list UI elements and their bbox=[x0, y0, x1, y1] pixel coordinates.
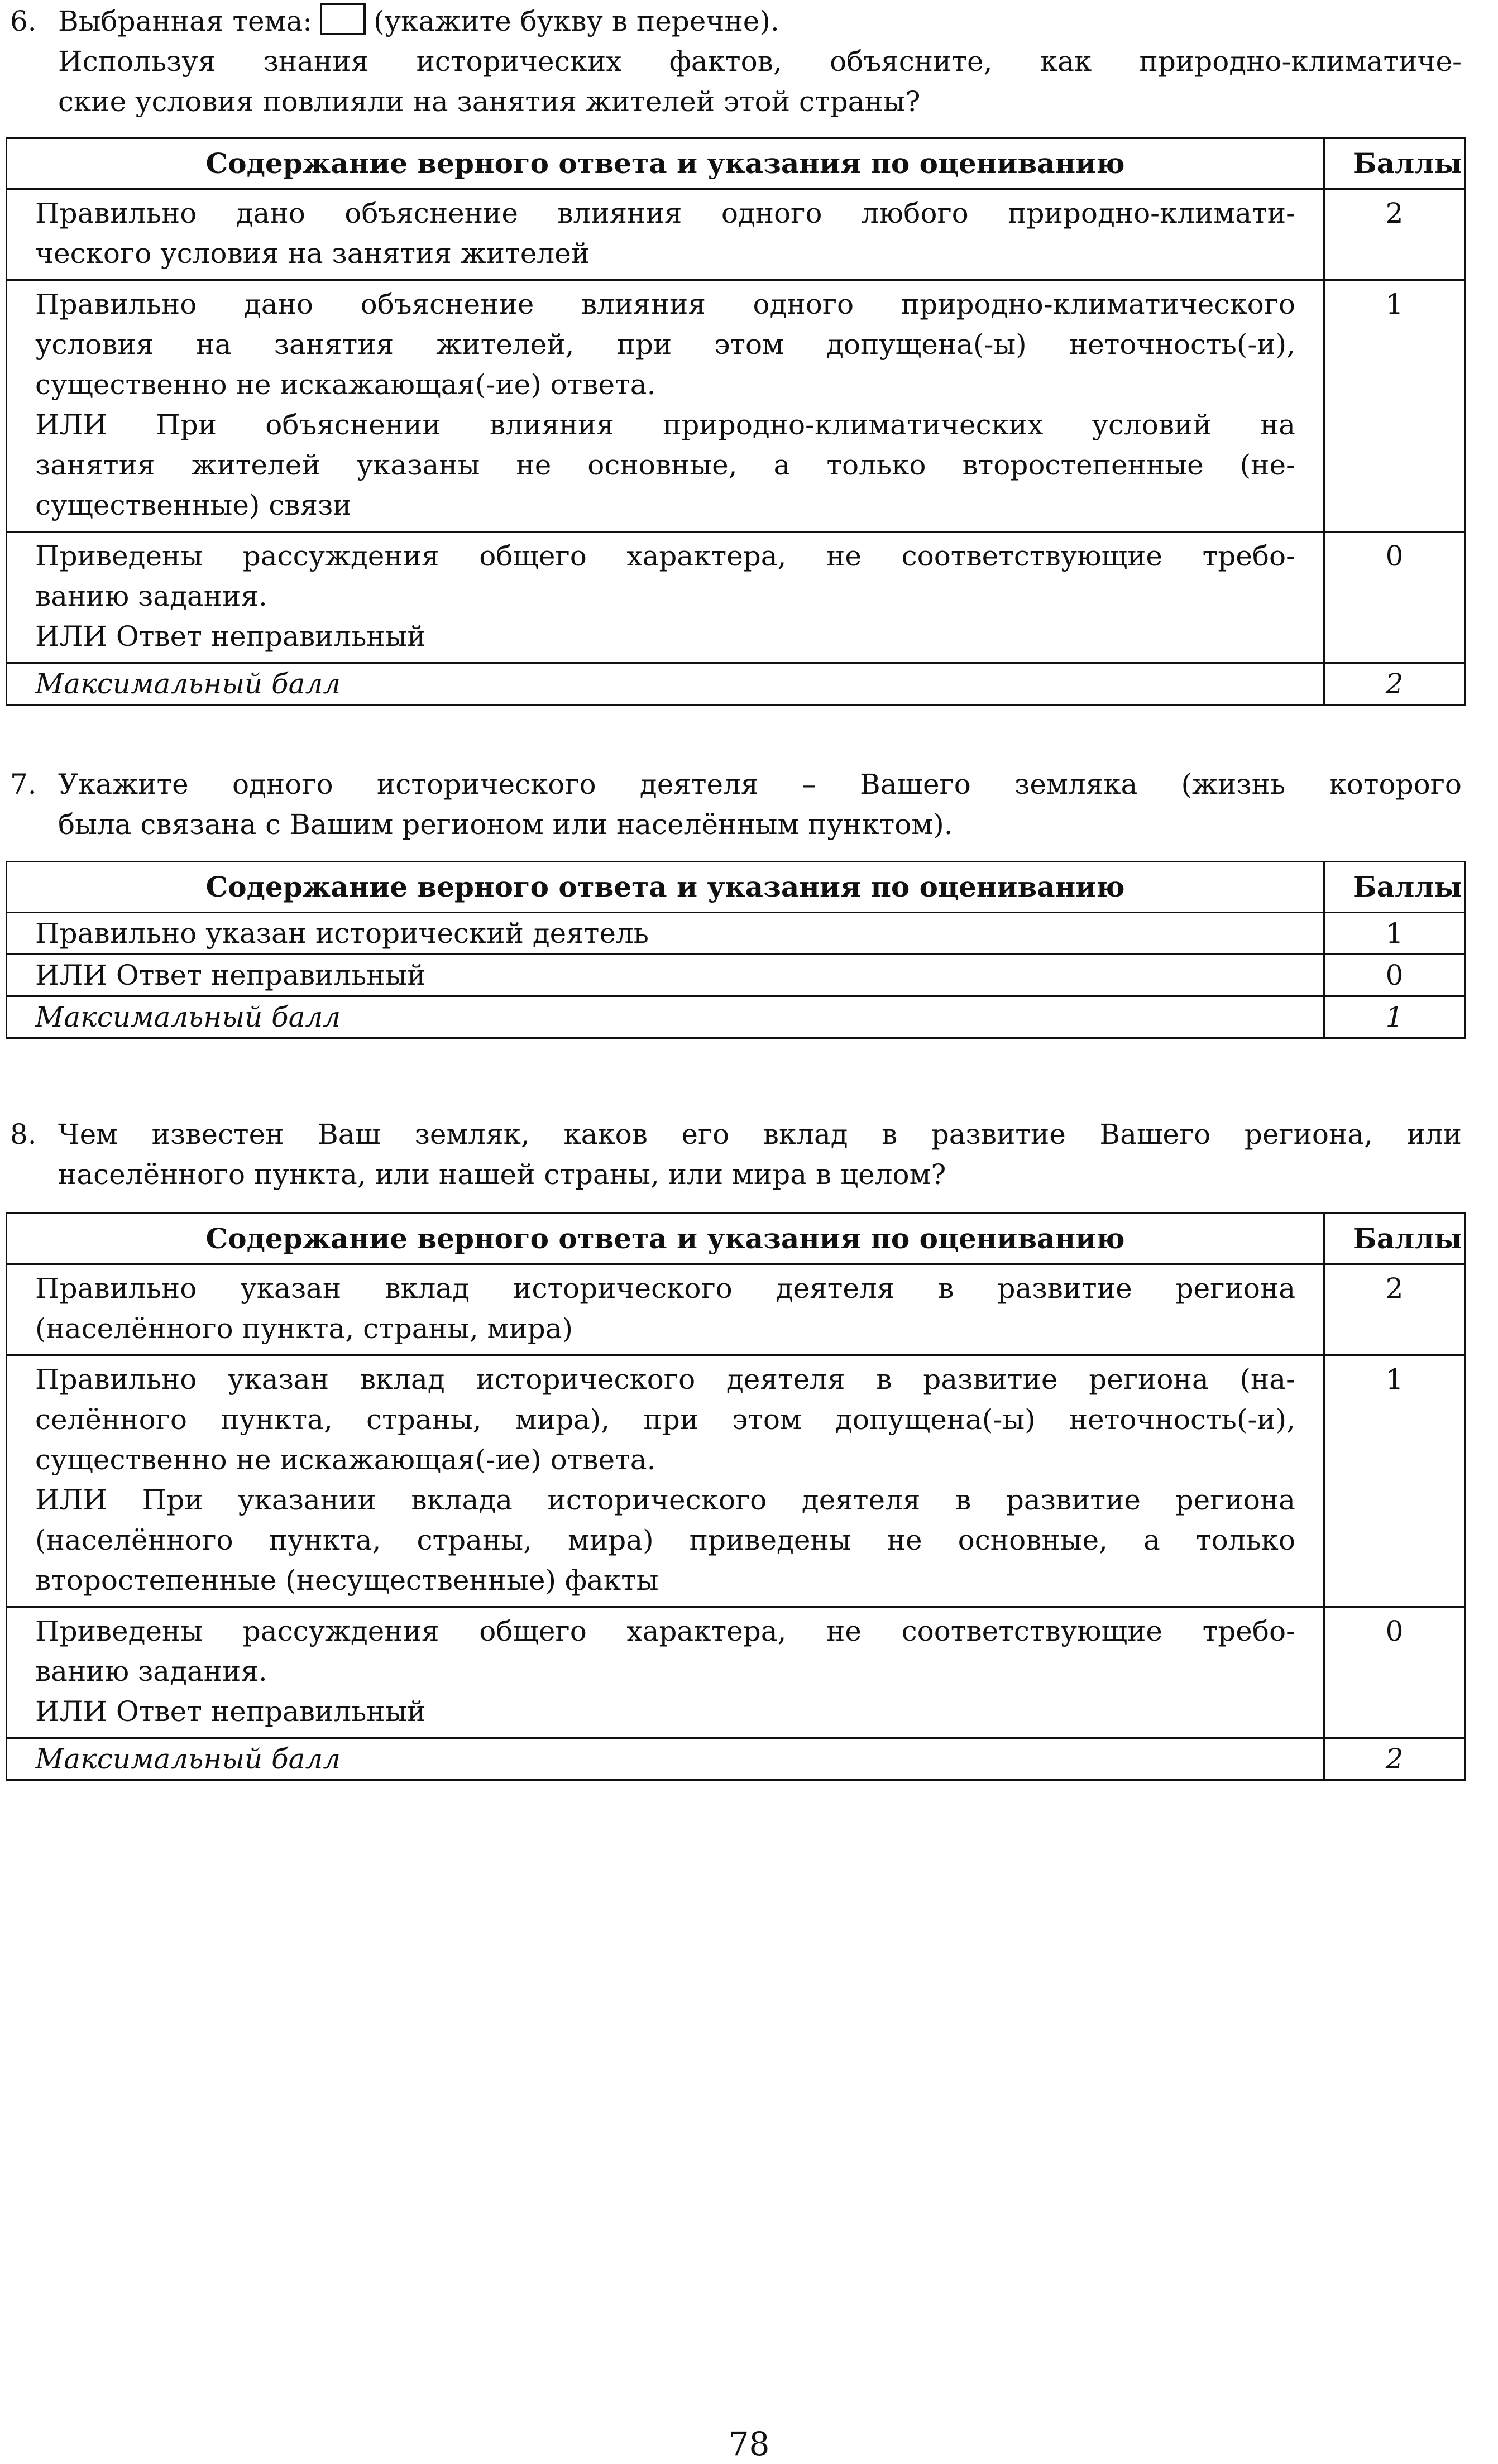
max-score-row bbox=[7, 1738, 1465, 1780]
row-content bbox=[7, 280, 1324, 532]
table-header-row bbox=[7, 1214, 1465, 1264]
header-points: Баллы bbox=[1324, 138, 1465, 189]
max-score-value: 2 bbox=[1324, 663, 1465, 705]
row-content bbox=[7, 1607, 1324, 1738]
row-text-line: Правильно указан вклад исторического деятеля в развитие региона bbox=[35, 1272, 1295, 1305]
question-6-line-3: ские условия повлияли на занятия жителей этой страны? bbox=[58, 85, 921, 118]
table-row bbox=[7, 913, 1465, 955]
row-text-line: Правильно дано объяснение влияния одного любого природно-климати- bbox=[35, 197, 1295, 229]
row-text-line: существенно не искажающая(-ие) ответа. bbox=[35, 368, 656, 401]
row-text-line: селённого пункта, страны, мира), при этом допущена(-ы) неточность(-и), bbox=[35, 1403, 1295, 1436]
row-points: 0 bbox=[1324, 532, 1465, 663]
row-content bbox=[7, 1264, 1324, 1355]
table-header-row bbox=[7, 862, 1465, 913]
row-points: 2 bbox=[1324, 189, 1465, 280]
header-points: Баллы bbox=[1324, 862, 1465, 913]
row-content bbox=[7, 955, 1324, 996]
header-points: Баллы bbox=[1324, 1214, 1465, 1264]
question-number: 8. bbox=[10, 1118, 37, 1150]
question-6 bbox=[10, 1, 1462, 122]
question-7 bbox=[10, 764, 1462, 845]
table-row bbox=[7, 189, 1465, 280]
question-8 bbox=[10, 1114, 1462, 1195]
row-text-line: Приведены рассуждения общего характера, не соответствующие требо- bbox=[35, 540, 1295, 572]
max-score-row bbox=[7, 996, 1465, 1038]
row-text-line: существенные) связи bbox=[35, 489, 352, 521]
row-text-line: Правильно указан вклад исторического деятеля в развитие региона (на- bbox=[35, 1363, 1295, 1396]
max-score-label: Максимальный балл bbox=[7, 1738, 1324, 1780]
question-text: Выбранная тема: bbox=[58, 5, 313, 37]
row-content bbox=[7, 189, 1324, 280]
question-7-line-2: была связана с Вашим регионом или населённым пунктом). bbox=[58, 808, 953, 841]
question-8-line-1 bbox=[10, 1114, 1462, 1154]
row-points: 1 bbox=[1324, 280, 1465, 532]
question-6-line-1 bbox=[10, 1, 1462, 41]
row-content bbox=[7, 913, 1324, 955]
row-points: 0 bbox=[1324, 1607, 1465, 1738]
table-row bbox=[7, 532, 1465, 663]
table-row bbox=[7, 1607, 1465, 1738]
row-points: 1 bbox=[1324, 1355, 1465, 1607]
row-content bbox=[7, 532, 1324, 663]
row-text-line: ИЛИ При объяснении влияния природно-климатических условий на bbox=[35, 409, 1295, 441]
table-row bbox=[7, 1264, 1465, 1355]
row-text-line: Правильно указан исторический деятель bbox=[35, 917, 649, 950]
row-text-line: Приведены рассуждения общего характера, не соответствующие требо- bbox=[35, 1615, 1295, 1647]
row-text-line: условия на занятия жителей, при этом допущена(-ы) неточность(-и), bbox=[35, 328, 1295, 361]
question-text: Чем известен Ваш земляк, каков его вклад в развитие Вашего региона, или bbox=[58, 1118, 1462, 1150]
question-7-line-1 bbox=[10, 764, 1462, 804]
table-row bbox=[7, 1355, 1465, 1607]
row-text-line: ИЛИ Ответ неправильный bbox=[35, 959, 426, 991]
max-score-value: 1 bbox=[1324, 996, 1465, 1038]
row-text-line: второстепенные (несущественные) факты bbox=[35, 1564, 659, 1597]
row-text-line: (населённого пункта, страны, мира) bbox=[35, 1312, 573, 1345]
row-content bbox=[7, 1355, 1324, 1607]
table-row bbox=[7, 280, 1465, 532]
row-points: 0 bbox=[1324, 955, 1465, 996]
question-6-line-2: Используя знания исторических фактов, объясните, как природно-климатиче- bbox=[58, 45, 1462, 78]
row-points: 1 bbox=[1324, 913, 1465, 955]
rubric-table-7 bbox=[6, 861, 1466, 1039]
row-text-line: ческого условия на занятия жителей bbox=[35, 237, 590, 270]
row-text-line: (населённого пункта, страны, мира) приведены не основные, а только bbox=[35, 1524, 1295, 1556]
max-score-label: Максимальный балл bbox=[7, 663, 1324, 705]
table-row bbox=[7, 955, 1465, 996]
row-text-line: ИЛИ Ответ неправильный bbox=[35, 1695, 426, 1728]
header-content: Содержание верного ответа и указания по оцениванию bbox=[7, 138, 1324, 189]
question-text: Укажите одного исторического деятеля – Вашего земляка (жизнь которого bbox=[58, 768, 1462, 800]
max-score-row bbox=[7, 663, 1465, 705]
row-points: 2 bbox=[1324, 1264, 1465, 1355]
row-text-line: существенно не искажающая(-ие) ответа. bbox=[35, 1444, 656, 1476]
header-content: Содержание верного ответа и указания по оцениванию bbox=[7, 862, 1324, 913]
rubric-table-8 bbox=[6, 1212, 1466, 1781]
header-content: Содержание верного ответа и указания по оцениванию bbox=[7, 1214, 1324, 1264]
topic-letter-box[interactable] bbox=[320, 3, 366, 35]
question-number: 6. bbox=[10, 5, 37, 37]
question-text: (укажите букву в перечне). bbox=[374, 5, 779, 37]
table-header-row bbox=[7, 138, 1465, 189]
row-text-line: занятия жителей указаны не основные, а только второстепенные (не- bbox=[35, 449, 1295, 481]
question-number: 7. bbox=[10, 768, 37, 800]
row-text-line: ИЛИ Ответ неправильный bbox=[35, 620, 426, 653]
page-number: 78 bbox=[728, 2425, 770, 2463]
row-text-line: ИЛИ При указании вклада исторического деятеля в развитие региона bbox=[35, 1484, 1295, 1516]
rubric-table-6 bbox=[6, 137, 1466, 706]
max-score-value: 2 bbox=[1324, 1738, 1465, 1780]
row-text-line: ванию задания. bbox=[35, 580, 267, 612]
max-score-label: Максимальный балл bbox=[7, 996, 1324, 1038]
row-text-line: ванию задания. bbox=[35, 1655, 267, 1688]
row-text-line: Правильно дано объяснение влияния одного природно-климатического bbox=[35, 288, 1295, 320]
question-8-line-2: населённого пункта, или нашей страны, или мира в целом? bbox=[58, 1158, 946, 1191]
